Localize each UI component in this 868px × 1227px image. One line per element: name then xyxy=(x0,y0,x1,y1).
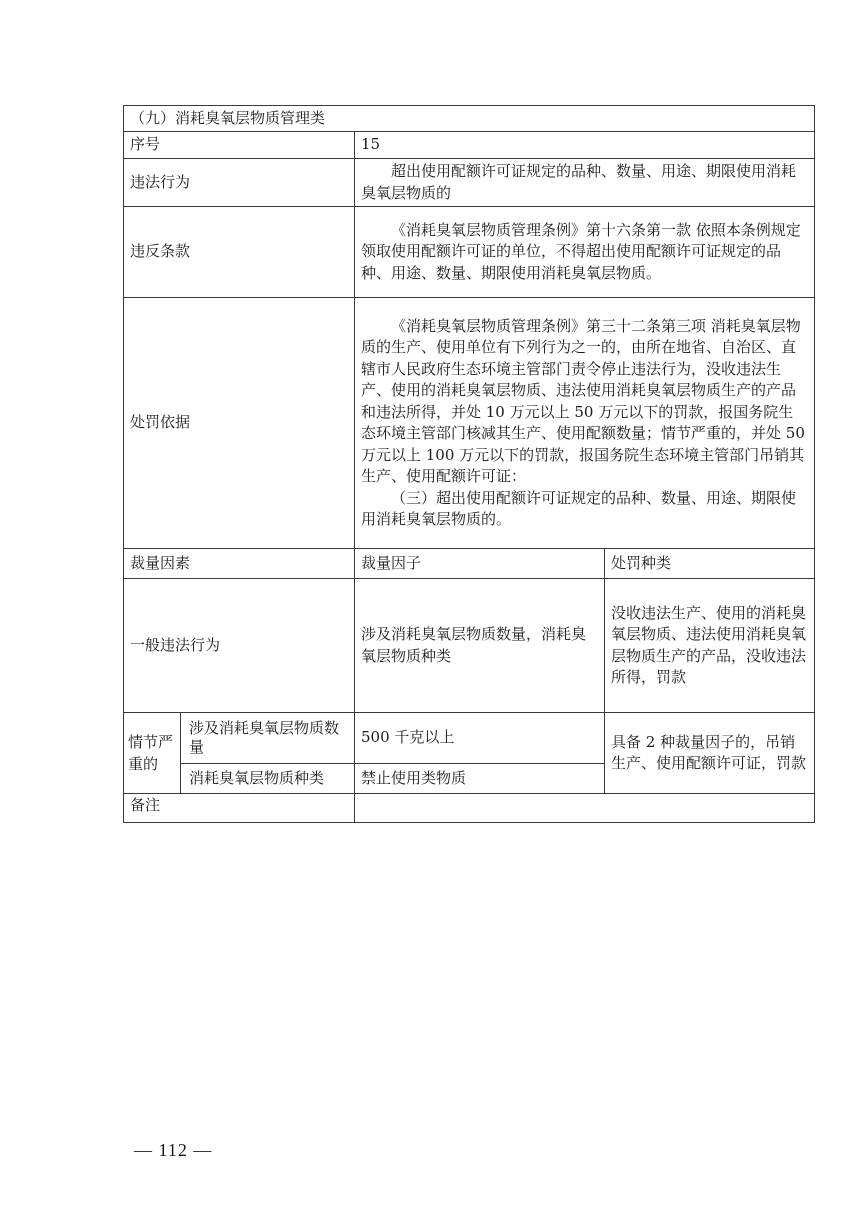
violation-label: 违法行为 xyxy=(124,159,355,207)
remarks-value xyxy=(355,794,815,823)
remarks-label: 备注 xyxy=(124,794,355,823)
page-number: — 112 — xyxy=(134,1140,213,1160)
general-factor: 涉及消耗臭氧层物质数量，消耗臭氧层物质种类 xyxy=(355,579,605,713)
discretion-element-header: 裁量因素 xyxy=(124,549,355,579)
penalty-basis-paragraph: 《消耗臭氧层物质管理条例》第三十二条第三项 消耗臭氧层物质的生产、使用单位有下列行为之一的，由所在地省、自治区、直辖市人民政府生态环境主管部门责令停止违法行为，没收违法生产、使用的消耗臭氧层物质、违法使用消耗臭氧层物质生产的产品和违法所得，并处 10 万元以上 50 万元以下的罚款，报国务院生态环境主管部门核减其生产、使用配额数量；情节严重的，并处 50 万元以上 100 万元以下的罚款，报国务院生态环境主管部门吊销其生产、使用配额许可证： xyxy=(361,316,805,485)
discretion-factor-header: 裁量因子 xyxy=(355,549,605,579)
violated-clause-label: 违反条款 xyxy=(124,207,355,298)
serious-factor-value: 禁止使用类物质 xyxy=(355,764,605,794)
serious-penalty: 具备 2 种裁量因子的，吊销生产、使用配额许可证，罚款 xyxy=(605,713,815,794)
general-penalty: 没收违法生产、使用的消耗臭氧层物质、违法使用消耗臭氧层物质生产的产品，没收违法所得，罚款 xyxy=(605,579,815,713)
serial-value: 15 xyxy=(355,132,815,159)
serious-factor-name: 消耗臭氧层物质种类 xyxy=(181,764,355,794)
penalty-basis-label: 处罚依据 xyxy=(124,298,355,549)
general-element: 一般违法行为 xyxy=(124,579,355,713)
serious-element: 情节严重的 xyxy=(124,713,181,794)
serious-factor-name: 涉及消耗臭氧层物质数量 xyxy=(181,713,355,764)
serious-factor-value: 500 千克以上 xyxy=(355,713,605,764)
penalty-basis-value xyxy=(355,298,815,549)
violation-value: 超出使用配额许可证规定的品种、数量、用途、期限使用消耗臭氧层物质的 xyxy=(355,159,815,207)
penalty-basis-paragraph: （三）超出使用配额许可证规定的品种、数量、用途、期限使用消耗臭氧层物质的。 xyxy=(361,488,797,528)
violated-clause-value: 《消耗臭氧层物质管理条例》第十六条第一款 依照本条例规定领取使用配额许可证的单位，不得超出使用配额许可证规定的品种、用途、数量、期限使用消耗臭氧层物质。 xyxy=(355,207,815,298)
serial-label: 序号 xyxy=(124,132,355,159)
penalty-discretion-table xyxy=(123,105,815,823)
penalty-type-header: 处罚种类 xyxy=(605,549,815,579)
section-title: （九）消耗臭氧层物质管理类 xyxy=(124,106,815,132)
